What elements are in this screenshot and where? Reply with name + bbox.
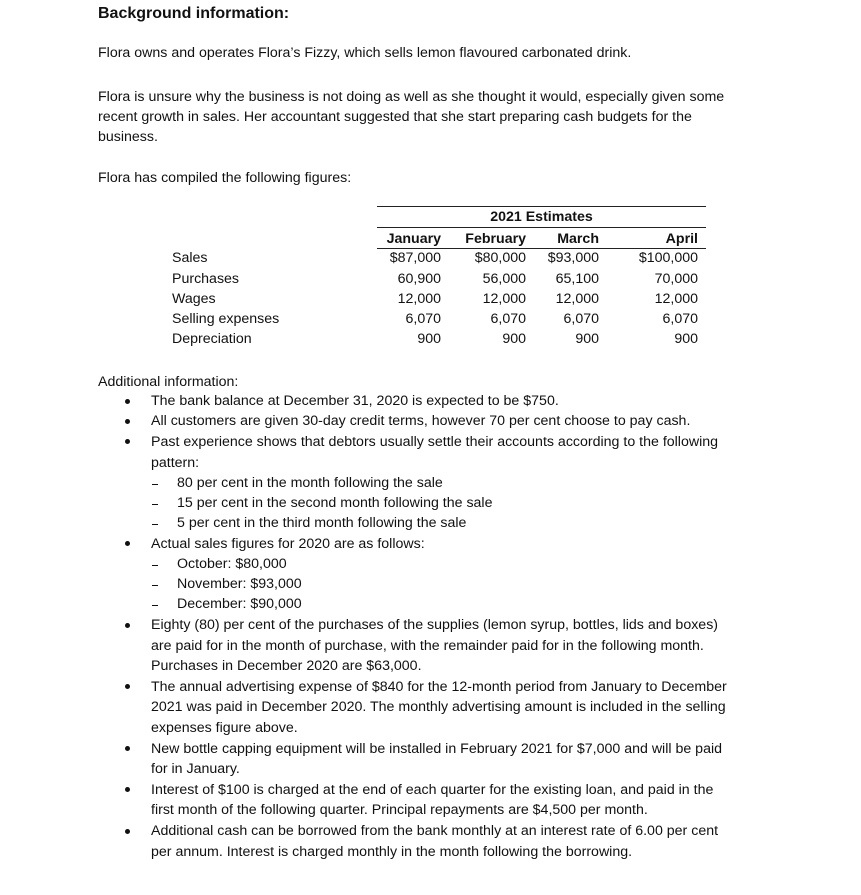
table-cell: 70,000 (654, 271, 698, 287)
table-cell: 900 (502, 331, 526, 347)
context-line: business. (98, 129, 158, 145)
table-cell: $93,000 (547, 250, 599, 266)
info-subline: 80 per cent in the month following the sale (177, 475, 443, 491)
table-cell: 6,070 (662, 311, 698, 327)
info-line: expenses figure above. (151, 720, 298, 736)
bullet-icon (125, 787, 130, 792)
bullet-icon (125, 399, 130, 404)
info-subline: October: $80,000 (177, 556, 287, 572)
table-cell: 900 (575, 331, 599, 347)
info-line: Past experience shows that debtors usually settle their accounts according to the following (151, 434, 719, 450)
additional-info-title: Additional information: (98, 374, 239, 390)
estimates-table (172, 206, 706, 356)
info-subline: 15 per cent in the second month following the sale (177, 495, 493, 511)
table-cell: 60,900 (397, 271, 441, 287)
table-cell: $80,000 (474, 250, 526, 266)
info-subline: November: $93,000 (177, 576, 302, 592)
table-cell: 12,000 (397, 291, 441, 307)
info-line: are paid for in the month of purchase, with the remainder paid for in the following month. (151, 638, 704, 654)
info-line: New bottle capping equipment will be installed in February 2021 for $7,000 and will be paid (151, 741, 723, 757)
table-cell: 6,070 (405, 311, 441, 327)
table-row-label: Wages (172, 291, 216, 307)
month-header: February (465, 231, 526, 247)
bullet-icon (125, 623, 130, 628)
info-line: All customers are given 30-day credit terms, however 70 per cent choose to pay cash. (151, 413, 691, 429)
table-row-label: Sales (172, 250, 208, 266)
table-cell: 900 (674, 331, 698, 347)
table-cell: $100,000 (638, 250, 698, 266)
dash-icon (152, 504, 158, 505)
dash-icon (152, 585, 158, 586)
bullet-icon (125, 419, 130, 424)
context-paragraph (98, 87, 778, 147)
month-header: April (665, 231, 698, 247)
bullet-icon (125, 746, 130, 751)
table-cell: $87,000 (389, 250, 441, 266)
context-line: Flora is unsure why the business is not doing as well as she thought it would, especially given some (98, 89, 725, 105)
table-cell: 65,100 (555, 271, 599, 287)
table-group-header: 2021 Estimates (490, 209, 593, 225)
info-line: for in January. (151, 761, 240, 777)
info-line: pattern: (151, 455, 200, 471)
bullet-icon (125, 541, 130, 546)
info-line: 2021 was paid in December 2020. The monthly advertising amount is included in the selling (151, 699, 726, 715)
table-group-rule (377, 227, 706, 228)
bullet-icon (125, 684, 130, 689)
section-heading: Background information: (98, 5, 290, 22)
table-cell: 12,000 (482, 291, 526, 307)
info-line: Actual sales figures for 2020 are as follows: (151, 536, 425, 552)
table-cell: 12,000 (555, 291, 599, 307)
month-header: March (557, 231, 599, 247)
table-row-label: Purchases (172, 271, 240, 287)
table-cell: 6,070 (490, 311, 526, 327)
month-header: January (386, 231, 441, 247)
info-subline: 5 per cent in the third month following the sale (177, 515, 467, 531)
dash-icon (152, 565, 158, 566)
table-top-rule (377, 206, 706, 207)
info-line: The bank balance at December 31, 2020 is expected to be $750. (151, 393, 559, 409)
context-line: recent growth in sales. Her accountant suggested that she start preparing cash budgets for the (98, 109, 692, 125)
info-line: Interest of $100 is charged at the end of each quarter for the existing loan, and paid in the (151, 782, 714, 798)
info-line: Additional cash can be borrowed from the bank monthly at an interest rate of 6.00 per cent (151, 823, 719, 839)
dash-icon (152, 524, 158, 525)
table-cell: 12,000 (654, 291, 698, 307)
table-cell: 900 (417, 331, 441, 347)
info-line: Eighty (80) per cent of the purchases of the supplies (lemon syrup, bottles, lids and boxes) (151, 617, 719, 633)
info-line: Purchases in December 2020 are $63,000. (151, 658, 422, 674)
info-line: The annual advertising expense of $840 for the 12-month period from January to December (151, 679, 727, 695)
table-cell: 6,070 (563, 311, 599, 327)
info-line: per annum. Interest is charged monthly in the month following the borrowing. (151, 844, 633, 860)
dash-icon (152, 605, 158, 606)
info-subline: December: $90,000 (177, 596, 302, 612)
table-row-label: Depreciation (172, 331, 252, 347)
bullet-icon (125, 439, 130, 444)
dash-icon (152, 484, 158, 485)
intro-paragraph: Flora owns and operates Flora’s Fizzy, which sells lemon flavoured carbonated drink. (98, 45, 632, 61)
figures-intro: Flora has compiled the following figures: (98, 170, 352, 186)
bullet-icon (125, 829, 130, 834)
table-row-label: Selling expenses (172, 311, 280, 327)
table-cell: 56,000 (482, 271, 526, 287)
info-line: first month of the following quarter. Principal repayments are $4,500 per month. (151, 802, 648, 818)
